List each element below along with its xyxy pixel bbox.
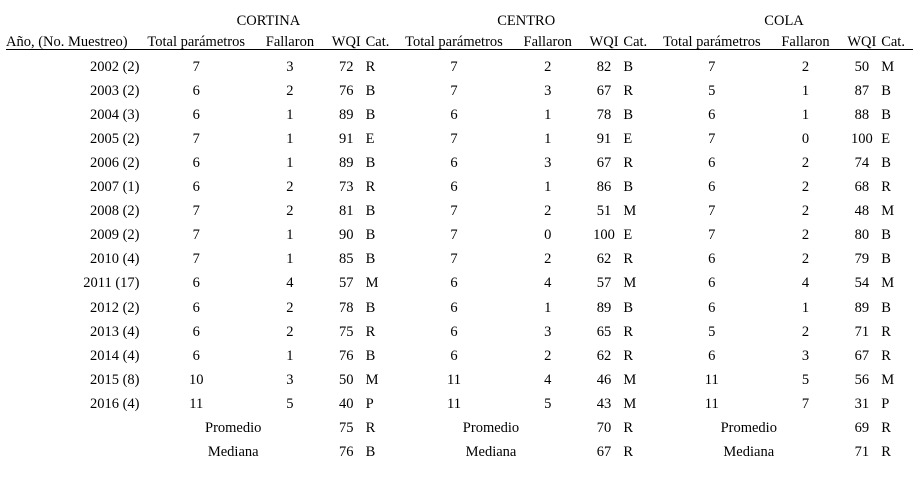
table-row — [6, 315, 913, 339]
cell-centro-cat: B — [623, 299, 634, 316]
cell-cortina-wqi: 40 — [339, 395, 354, 412]
cell-centro-cat: R — [623, 154, 634, 171]
cell-centro-wqi: 78 — [596, 106, 612, 123]
cell-cola-fallaron: 2 — [801, 227, 810, 244]
cell-centro-fallaron: 1 — [544, 130, 552, 147]
cell-centro-wqi: 91 — [596, 130, 612, 147]
cell-cortina-wqi: 81 — [339, 203, 354, 220]
cell-centro-total-parametros: 6 — [450, 179, 458, 196]
cell-cola-fallaron: 2 — [801, 179, 810, 196]
table-row — [6, 146, 913, 170]
cell-centro-wqi: 82 — [596, 58, 612, 75]
summary-label-centro: Mediana — [465, 444, 517, 461]
cell-centro-fallaron: 2 — [544, 251, 552, 268]
summary-centro-cat: R — [623, 444, 634, 461]
table-row — [6, 219, 913, 243]
cell-cola-wqi: 80 — [854, 227, 870, 244]
cell-cola-wqi: 74 — [854, 154, 870, 171]
cell-centro-wqi: 67 — [596, 82, 612, 99]
cell-cortina-total-parametros: 7 — [192, 130, 200, 147]
header-centro-total-parametros: Total parámetros — [405, 33, 503, 50]
table-row — [6, 363, 913, 387]
cell-centro-wqi: 57 — [596, 275, 612, 292]
table-row — [6, 267, 913, 291]
group-header-cortina: CORTINA — [236, 12, 301, 29]
cell-cortina-wqi: 78 — [339, 299, 354, 316]
cell-cortina-fallaron: 2 — [286, 323, 294, 340]
cell-cola-wqi: 79 — [854, 251, 870, 268]
cell-cola-total-parametros: 6 — [708, 251, 716, 268]
cell-centro-total-parametros: 7 — [450, 227, 458, 244]
cell-cola-fallaron: 0 — [801, 130, 810, 147]
cell-cortina-fallaron: 1 — [286, 227, 294, 244]
cell-cortina-fallaron: 4 — [286, 275, 294, 292]
cell-cortina-wqi: 90 — [339, 227, 354, 244]
header-cortina-cat: Cat. — [365, 33, 390, 50]
cell-centro-fallaron: 4 — [544, 275, 552, 292]
cell-centro-cat: M — [623, 371, 637, 388]
cell-cortina-cat: B — [365, 299, 376, 316]
header-centro-fallaron: Fallaron — [523, 33, 572, 50]
cell-cola-cat: M — [881, 58, 895, 75]
cell-centro-total-parametros: 6 — [450, 299, 458, 316]
summary-label-cortina: Mediana — [207, 444, 259, 461]
header-cola-cat: Cat. — [881, 33, 905, 50]
cell-year: 2012 (2) — [89, 299, 140, 316]
cell-cola-fallaron: 2 — [801, 58, 810, 75]
cell-cortina-fallaron: 3 — [286, 371, 294, 388]
cell-cortina-wqi: 75 — [339, 323, 354, 340]
cell-cortina-wqi: 76 — [339, 82, 354, 99]
cell-cortina-total-parametros: 7 — [192, 227, 200, 244]
cell-cola-total-parametros: 6 — [708, 299, 716, 316]
summary-centro-wqi: 67 — [596, 444, 612, 461]
summary-row — [6, 411, 913, 435]
cell-cola-cat: R — [881, 179, 891, 196]
cell-cola-cat: B — [881, 82, 891, 99]
cell-cortina-cat: R — [365, 179, 376, 196]
cell-cortina-total-parametros: 6 — [192, 347, 200, 364]
summary-cortina-cat: B — [365, 444, 376, 461]
header-cortina-wqi: WQI — [331, 33, 361, 50]
cell-cola-fallaron: 5 — [801, 371, 810, 388]
cell-cortina-total-parametros: 6 — [192, 323, 200, 340]
cell-year: 2007 (1) — [89, 179, 140, 196]
cell-cortina-cat: B — [365, 154, 376, 171]
cell-centro-fallaron: 2 — [544, 203, 552, 220]
cell-cortina-total-parametros: 6 — [192, 82, 200, 99]
summary-cola-cat: R — [881, 420, 891, 436]
cell-year: 2004 (3) — [89, 106, 140, 123]
cell-cola-total-parametros: 11 — [704, 395, 719, 412]
table-row — [6, 243, 913, 267]
cell-centro-wqi: 43 — [596, 395, 612, 412]
cell-cortina-fallaron: 2 — [286, 179, 294, 196]
cell-cola-wqi: 71 — [854, 323, 870, 340]
cell-year: 2005 (2) — [89, 130, 140, 147]
cell-centro-fallaron: 3 — [544, 154, 552, 171]
cell-centro-cat: B — [623, 179, 634, 196]
cell-cola-wqi: 87 — [854, 82, 870, 99]
cell-cortina-cat: R — [365, 58, 376, 75]
cell-year: 2014 (4) — [89, 347, 140, 364]
cell-cortina-total-parametros: 6 — [192, 299, 200, 316]
table-body — [6, 50, 913, 460]
cell-year: 2011 (17) — [83, 275, 140, 292]
summary-centro-cat: R — [623, 420, 634, 436]
group-header-row — [6, 6, 913, 28]
cell-centro-cat: M — [623, 203, 637, 220]
cell-centro-cat: R — [623, 323, 634, 340]
table-row — [6, 339, 913, 363]
cell-cortina-total-parametros: 6 — [192, 106, 200, 123]
cell-centro-total-parametros: 6 — [450, 323, 458, 340]
cell-cortina-cat: M — [365, 371, 379, 388]
cell-cola-wqi: 54 — [854, 275, 870, 292]
cell-centro-fallaron: 4 — [544, 371, 552, 388]
cell-centro-total-parametros: 6 — [450, 154, 458, 171]
summary-cola-cat: R — [881, 444, 891, 461]
cell-cortina-total-parametros: 6 — [192, 179, 200, 196]
cell-cortina-wqi: 57 — [339, 275, 354, 292]
cell-cola-total-parametros: 5 — [708, 82, 716, 99]
header-cola-fallaron: Fallaron — [781, 33, 830, 50]
cell-cortina-fallaron: 2 — [286, 82, 294, 99]
cell-centro-total-parametros: 11 — [447, 371, 461, 388]
cell-cortina-wqi: 89 — [339, 154, 354, 171]
cell-centro-fallaron: 0 — [544, 227, 552, 244]
cell-centro-wqi: 65 — [596, 323, 612, 340]
cell-centro-wqi: 62 — [596, 347, 612, 364]
cell-centro-wqi: 46 — [596, 371, 612, 388]
cell-cola-cat: E — [881, 130, 891, 147]
cell-cola-cat: R — [881, 347, 891, 364]
cell-cola-fallaron: 3 — [801, 347, 810, 364]
cell-centro-total-parametros: 7 — [450, 130, 458, 147]
cell-cortina-cat: B — [365, 106, 376, 123]
summary-label-cola: Promedio — [720, 420, 777, 436]
table-row — [6, 291, 913, 315]
cell-cortina-cat: R — [365, 323, 376, 340]
cell-centro-total-parametros: 7 — [450, 82, 458, 99]
cell-cortina-fallaron: 1 — [286, 251, 294, 268]
table-row — [6, 122, 913, 146]
cell-year: 2013 (4) — [89, 323, 140, 340]
cell-centro-fallaron: 1 — [544, 179, 552, 196]
water-quality-table — [6, 6, 913, 460]
table-row — [6, 98, 913, 122]
cell-cola-wqi: 89 — [854, 299, 870, 316]
cell-cola-wqi: 48 — [854, 203, 870, 220]
cell-cola-total-parametros: 6 — [708, 106, 716, 123]
cell-cola-wqi: 68 — [854, 179, 870, 196]
cell-centro-total-parametros: 6 — [450, 106, 458, 123]
cell-cortina-fallaron: 1 — [286, 154, 294, 171]
cell-cortina-wqi: 73 — [339, 179, 354, 196]
cell-centro-fallaron: 3 — [544, 323, 552, 340]
cell-year: 2002 (2) — [89, 58, 140, 75]
cell-cola-wqi: 100 — [850, 130, 873, 147]
cell-cola-fallaron: 2 — [801, 251, 810, 268]
cell-cortina-total-parametros: 6 — [192, 275, 200, 292]
cell-centro-wqi: 51 — [596, 203, 612, 220]
cell-cola-total-parametros: 11 — [704, 371, 719, 388]
cell-cortina-cat: M — [365, 275, 379, 292]
cell-cortina-fallaron: 2 — [286, 203, 294, 220]
cell-cortina-wqi: 76 — [339, 347, 354, 364]
cell-cortina-wqi: 50 — [339, 371, 354, 388]
cell-centro-cat: M — [623, 395, 637, 412]
cell-cortina-cat: B — [365, 203, 376, 220]
cell-cortina-fallaron: 1 — [286, 130, 294, 147]
header-year: Año, (No. Muestreo) — [6, 33, 128, 50]
cell-year: 2006 (2) — [89, 154, 140, 171]
cell-centro-total-parametros: 6 — [450, 275, 458, 292]
cell-year: 2015 (8) — [89, 371, 140, 388]
cell-year: 2003 (2) — [89, 82, 140, 99]
cell-cortina-cat: B — [365, 251, 376, 268]
cell-cola-total-parametros: 6 — [708, 154, 716, 171]
cell-cortina-fallaron: 5 — [286, 395, 294, 412]
cell-cortina-wqi: 85 — [339, 251, 354, 268]
cell-cortina-total-parametros: 7 — [192, 251, 200, 268]
summary-label-centro: Promedio — [462, 420, 520, 436]
table-row — [6, 170, 913, 194]
cell-centro-cat: B — [623, 58, 634, 75]
summary-row — [6, 436, 913, 460]
cell-centro-fallaron: 1 — [544, 106, 552, 123]
summary-cola-wqi: 71 — [854, 444, 870, 461]
summary-cortina-wqi: 75 — [339, 420, 354, 436]
cell-centro-fallaron: 3 — [544, 82, 552, 99]
cell-year: 2009 (2) — [89, 227, 140, 244]
summary-cortina-wqi: 76 — [339, 444, 354, 461]
cell-centro-total-parametros: 7 — [450, 58, 458, 75]
cell-cortina-total-parametros: 7 — [192, 203, 200, 220]
cell-cortina-total-parametros: 7 — [192, 58, 200, 75]
cell-cortina-total-parametros: 10 — [188, 371, 204, 388]
summary-cortina-cat: R — [365, 420, 376, 436]
cell-centro-wqi: 86 — [596, 179, 612, 196]
cell-cola-wqi: 88 — [854, 106, 870, 123]
cell-cortina-fallaron: 1 — [286, 106, 294, 123]
cell-cola-cat: B — [881, 154, 891, 171]
cell-cola-fallaron: 1 — [801, 106, 810, 123]
table-row — [6, 387, 913, 411]
header-cola-wqi: WQI — [847, 33, 877, 50]
cell-cola-fallaron: 2 — [801, 203, 810, 220]
summary-label-cola: Mediana — [723, 444, 775, 461]
cell-centro-cat: R — [623, 82, 634, 99]
cell-centro-fallaron: 2 — [544, 58, 552, 75]
cell-cola-total-parametros: 6 — [708, 179, 716, 196]
summary-year-blank — [6, 436, 140, 460]
cell-cola-cat: M — [881, 275, 895, 292]
cell-cola-total-parametros: 6 — [708, 275, 716, 292]
cell-centro-cat: E — [623, 130, 633, 147]
cell-cola-fallaron: 2 — [801, 154, 810, 171]
header-cortina-fallaron: Fallaron — [265, 33, 315, 50]
header-centro-wqi: WQI — [589, 33, 619, 50]
header-cola-total-parametros: Total parámetros — [662, 33, 761, 50]
cell-centro-cat: B — [623, 106, 634, 123]
cell-cola-total-parametros: 7 — [708, 227, 716, 244]
cell-cortina-fallaron: 3 — [286, 58, 294, 75]
cell-cola-wqi: 67 — [854, 347, 870, 364]
cell-centro-fallaron: 1 — [544, 299, 552, 316]
cell-cola-cat: B — [881, 251, 891, 268]
cell-cortina-fallaron: 1 — [286, 347, 294, 364]
cell-cola-wqi: 56 — [854, 371, 870, 388]
cell-cortina-fallaron: 2 — [286, 299, 294, 316]
summary-year-blank — [6, 411, 140, 435]
cell-cola-total-parametros: 7 — [708, 203, 716, 220]
summary-centro-wqi: 70 — [596, 420, 612, 436]
cell-cola-cat: M — [881, 371, 895, 388]
cell-centro-wqi: 67 — [596, 154, 612, 171]
cell-cola-fallaron: 4 — [801, 275, 810, 292]
cell-cola-cat: P — [881, 395, 890, 412]
column-header-row — [6, 28, 913, 49]
cell-cortina-wqi: 91 — [339, 130, 354, 147]
cell-cortina-wqi: 89 — [339, 106, 354, 123]
table-row — [6, 195, 913, 219]
cell-cola-cat: B — [881, 106, 891, 123]
cell-cola-total-parametros: 7 — [708, 130, 716, 147]
cell-year: 2010 (4) — [89, 251, 140, 268]
summary-label-cortina: Promedio — [205, 420, 262, 436]
cell-centro-wqi: 89 — [596, 299, 612, 316]
cell-cortina-cat: B — [365, 347, 376, 364]
cell-centro-cat: R — [623, 251, 634, 268]
cell-centro-total-parametros: 7 — [450, 203, 458, 220]
cell-cola-wqi: 31 — [854, 395, 870, 412]
cell-centro-total-parametros: 6 — [450, 347, 458, 364]
cell-cola-fallaron: 7 — [801, 395, 810, 412]
header-cortina-total-parametros: Total parámetros — [147, 33, 246, 50]
cell-cortina-cat: P — [365, 395, 374, 412]
table-row — [6, 74, 913, 98]
cell-cola-fallaron: 1 — [801, 82, 810, 99]
cell-cola-total-parametros: 6 — [708, 347, 716, 364]
cell-cortina-cat: B — [365, 82, 376, 99]
group-header-centro: CENTRO — [497, 12, 556, 29]
cell-cola-cat: M — [881, 203, 895, 220]
cell-centro-total-parametros: 11 — [447, 395, 461, 412]
cell-centro-wqi: 100 — [593, 227, 615, 244]
group-header-spacer — [6, 6, 140, 28]
cell-centro-cat: M — [623, 275, 637, 292]
cell-cortina-wqi: 72 — [339, 58, 354, 75]
cell-cortina-cat: E — [365, 130, 375, 147]
cell-year: 2008 (2) — [89, 203, 140, 220]
cell-cortina-total-parametros: 11 — [189, 395, 204, 412]
cell-cortina-cat: B — [365, 227, 376, 244]
cell-centro-cat: R — [623, 347, 634, 364]
cell-cola-cat: B — [881, 299, 891, 316]
cell-centro-fallaron: 5 — [544, 395, 552, 412]
cell-centro-total-parametros: 7 — [450, 251, 458, 268]
cell-centro-fallaron: 2 — [544, 347, 552, 364]
summary-cola-wqi: 69 — [854, 420, 870, 436]
cell-cola-wqi: 50 — [854, 58, 870, 75]
cell-cola-fallaron: 1 — [801, 299, 810, 316]
cell-centro-cat: E — [623, 227, 633, 244]
cell-cola-fallaron: 2 — [801, 323, 810, 340]
cell-year: 2016 (4) — [89, 395, 140, 412]
cell-cola-cat: R — [881, 323, 891, 340]
cell-cortina-total-parametros: 6 — [192, 154, 200, 171]
cell-centro-wqi: 62 — [596, 251, 612, 268]
cell-cola-total-parametros: 5 — [708, 323, 716, 340]
header-centro-cat: Cat. — [623, 33, 648, 50]
table-row — [6, 50, 913, 75]
group-header-cola: COLA — [764, 12, 804, 29]
cell-cola-cat: B — [881, 227, 891, 244]
cell-cola-total-parametros: 7 — [708, 58, 716, 75]
